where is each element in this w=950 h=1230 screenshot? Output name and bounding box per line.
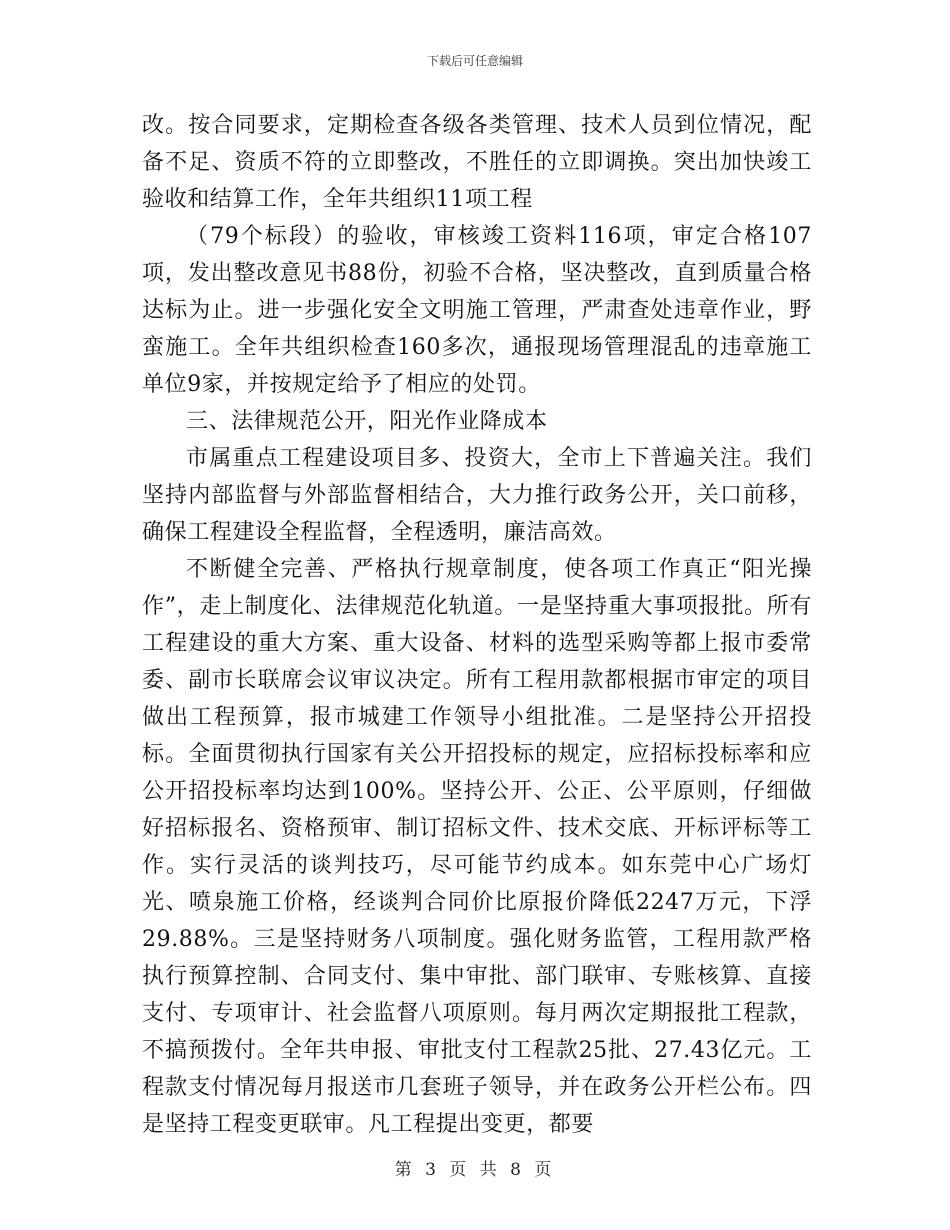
page-number: 第 3 页 共 8 页	[394, 1160, 556, 1180]
paragraph-1: 改。按合同要求，定期检查各级各类管理、技术人员到位情况，配备不足、资质不符的立即整改，不胜任的立即调换。突出加快竣工验收和结算工作，全年共组织11项工程	[142, 113, 812, 212]
paragraph-4: 不断健全完善、严格执行规章制度，使各项工作真正“阳光操作”，走上制度化、法律规范化轨道。一是坚持重大事项报批。所有工程建设的重大方案、重大设备、材料的选型采购等都上报市委常委、副市长联席会议审议决定。所有工程用款都根据市审定的项目做出工程预算，报市城建工作领导小组批准。二是坚持公开招投标。全面贯彻执行国家有关公开招投标的规定，应招标投标率和应公开招投标率均达到100%。坚持公开、公正、公平原则，仔细做好招标报名、资格预审、制订招标文件、技术交底、开标评标等工作。实行灵活的谈判技巧，尽可能节约成本。如东莞中心广场灯光、喷泉施工价格，经谈判合同价比原报价降低2247万元，下浮29.88%。三是坚持财务八项制度。强化财务监管，工程用款严格执行预算控制、合同支付、集中审批、部门联审、专账核算、直接支付、专项审计、社会监督八项原则。每月两次定期报批工程款，不搞预拨付。全年共申报、审批支付工程款25批、27.43亿元。工程款支付情况每月报送市几套班子领导，并在政务公开栏公布。四是坚持工程变更联审。凡工程提出变更，都要	[142, 557, 812, 1137]
paragraph-2: （79个标段）的验收，审核竣工资料116项，审定合格107项，发出整改意见书88份，初验不合格，坚决整改，直到质量合格达标为止。进一步强化安全文明施工管理，严肃查处违章作业，野蛮施工。全年共组织检查160多次，通报现场管理混乱的违章施工单位9家，并按规定给予了相应的处罚。	[142, 224, 812, 397]
document-body	[142, 107, 812, 1143]
paragraph-3: 市属重点工程建设项目多、投资大，全市上下普遍关注。我们坚持内部监督与外部监督相结合，大力推行政务公开，关口前移，确保工程建设全程监督，全程透明，廉洁高效。	[142, 446, 812, 545]
section-heading: 三、法律规范公开，阳光作业降成本	[186, 409, 548, 434]
page-header-note: 下载后可任意编辑	[426, 54, 523, 68]
